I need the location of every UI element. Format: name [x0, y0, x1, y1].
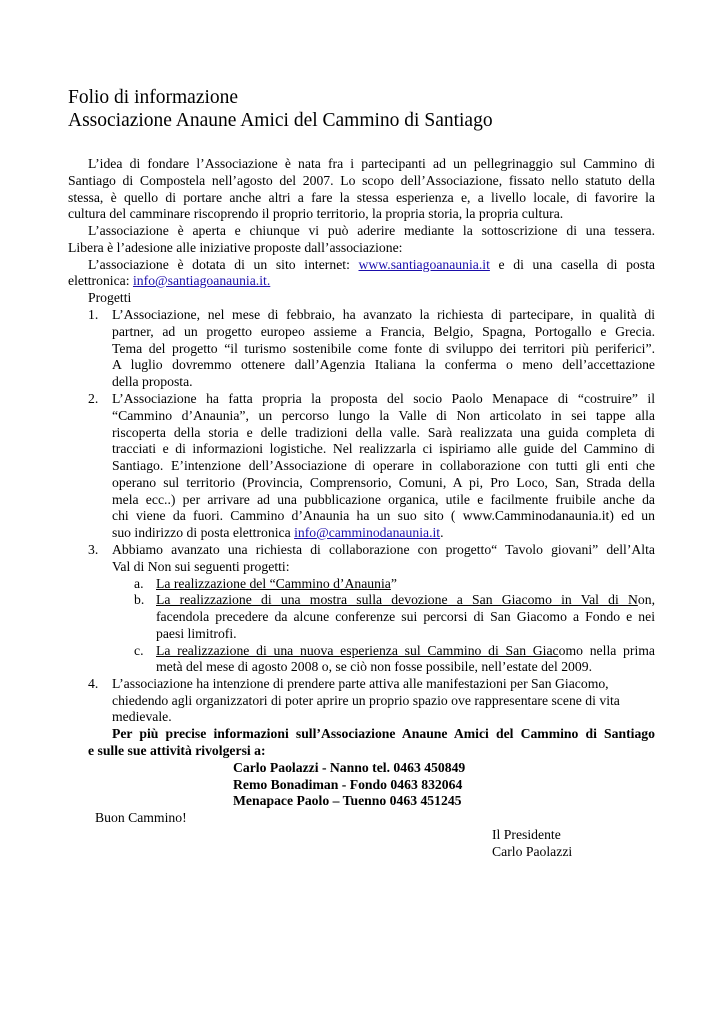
intro-line-5: L’associazione è aperta e chiunque vi può aderire mediante la sottoscrizione di una tessera.: [88, 223, 655, 238]
item2-line-2: “Cammino d’Anaunia”, un percorso lungo la Valle di Non articolato in sei tappe alla: [112, 408, 655, 423]
cammino-email-link[interactable]: info@camminodanaunia.it: [294, 525, 441, 540]
subitem-letter-c: c.: [134, 643, 144, 658]
item-number-4: 4.: [88, 676, 99, 691]
subitem-letter-b: b.: [134, 592, 145, 607]
intro-line-1: L’idea di fondare l’Associazione è nata fra i partecipanti ad un pellegrinaggio sul Cammino di: [88, 156, 655, 171]
intro-line-3: stessa, è quello di portare anche altri a fare la stessa esperienza e, a livello locale, di favorire la: [68, 190, 655, 205]
item3-line-1: Abbiamo avanzato una richiesta di collaborazione con progetto“ Tavolo giovani” dell’Alta: [112, 542, 655, 557]
subitem-letter-a: a.: [134, 576, 144, 591]
projects-heading: Progetti: [88, 290, 132, 305]
item4-line-3: medievale.: [112, 709, 172, 724]
intro-line-2: Santiago di Compostela nell’agosto del 2007. Lo scopo dell’Associazione, fissato nello statuto della: [68, 173, 655, 188]
contact-carlo-paolazzi: Carlo Paolazzi - Nanno tel. 0463 450849: [233, 760, 466, 775]
item2-line-8: chi viene da fuori. Cammino d’Anaunia ha un suo sito ( www.Camminodanaunia.it) ed un: [112, 508, 655, 523]
item1-line-2: partner, ad un progetto europeo assieme a Francia, Belgio, Spagna, Portogallo e Grecia.: [112, 324, 655, 339]
item-number-1: 1.: [88, 307, 99, 322]
subitem-b-line-3: paesi limitrofi.: [156, 626, 237, 641]
item4-line-2: chiedendo agli organizzatori di poter aprire un proprio spazio ove rappresentare scene di vita: [112, 693, 620, 708]
contact-remo-bonadiman: Remo Bonadiman - Fondo 0463 832064: [233, 777, 463, 792]
item1-line-3: Tema del progetto “il turismo sostenibile come fonte di sviluppo dei territori più periferici”.: [112, 341, 655, 356]
item3-line-2: Val di Non sui seguenti progetti:: [112, 559, 290, 574]
subitem-b-line-2: facendola precedere da alcune conferenze sui percorsi di San Giacomo a Fondo e nei: [156, 609, 655, 624]
item2-line-4: tracciati e di informazioni logistiche. Nel realizzarla ci ispiriamo alle guide del Cammino di: [112, 441, 655, 456]
item2-line-9: suo indirizzo di posta elettronica info@camminodanaunia.it.: [112, 525, 444, 540]
website-link[interactable]: www.santiagoanaunia.it: [358, 257, 490, 272]
item1-line-1: L’Associazione, nel mese di febbraio, ha avanzato la richiesta di partecipare, in qualità di: [112, 307, 655, 322]
item2-line-6: operano sul territorio (Provincia, Comprensorio, Comuni, A pi, Pro Loco, San, Strada della: [112, 475, 655, 490]
subitem-a-line-1: La realizzazione del “Cammino d’Anaunia”: [156, 576, 397, 591]
intro-line-8: elettronica: info@santiagoanaunia.it.: [68, 273, 271, 288]
item2-line-5: Santiago. E’intenzione dell’Associazione di operare in collaborazione con tutti gli enti che: [112, 458, 655, 473]
item1-line-4: A luglio dovremmo ottenere dall’Agenzia Italiana la conferma o meno dell’accettazione: [112, 357, 655, 372]
signature-role: Il Presidente: [492, 827, 561, 842]
intro-line-7: L’associazione è dotata di un sito internet: www.santiagoanaunia.it e di una casella di posta: [88, 257, 655, 272]
contact-intro-line-1: Per più precise informazioni sull’Associazione Anaune Amici del Cammino di Santiago: [112, 726, 655, 741]
contact-menapace-paolo: Menapace Paolo – Tuenno 0463 451245: [233, 793, 462, 808]
item4-line-1: L’associazione ha intenzione di prendere parte attiva alle manifestazioni per San Giacomo,: [112, 676, 609, 691]
greeting: Buon Cammino!: [95, 810, 187, 825]
item2-line-3: riscoperta della storia e delle tradizioni della valle. Sarà realizzata una guida completa di: [112, 425, 655, 440]
subitem-b-line-1: La realizzazione di una mostra sulla devozione a San Giacomo in Val di Non,: [156, 592, 655, 607]
item1-line-5: della proposta.: [112, 374, 193, 389]
subitem-c-line-2: metà del mese di agosto 2008 o, se ciò non fosse possibile, nell’estate del 2009.: [156, 659, 593, 674]
intro-line-6: Libera è l’adesione alle iniziative proposte dall’associazione:: [68, 240, 403, 255]
association-title: Associazione Anaune Amici del Cammino di Santiago: [68, 110, 493, 131]
email-link[interactable]: info@santiagoanaunia.it.: [132, 273, 271, 288]
item-number-2: 2.: [88, 391, 99, 406]
subitem-c-line-1: La realizzazione di una nuova esperienza sul Cammino di San Giacomo nella prima: [156, 643, 655, 658]
intro-line-4: cultura del camminare riscoprendo il proprio territorio, la propria storia, la propria cultura.: [68, 206, 564, 221]
doc-title: Folio di informazione: [68, 87, 239, 108]
contact-intro-line-2: e sulle sue attività rivolgersi a:: [88, 743, 266, 758]
item2-line-1: L’Associazione ha fatta propria la proposta del socio Paolo Menapace di “costruire” il: [112, 391, 655, 406]
signature-name: Carlo Paolazzi: [492, 844, 573, 859]
item-number-3: 3.: [88, 542, 99, 557]
item2-line-7: mela ecc..) per arrivare ad una pubblicazione organica, utile e facilmente fruibile anche da: [112, 492, 655, 507]
